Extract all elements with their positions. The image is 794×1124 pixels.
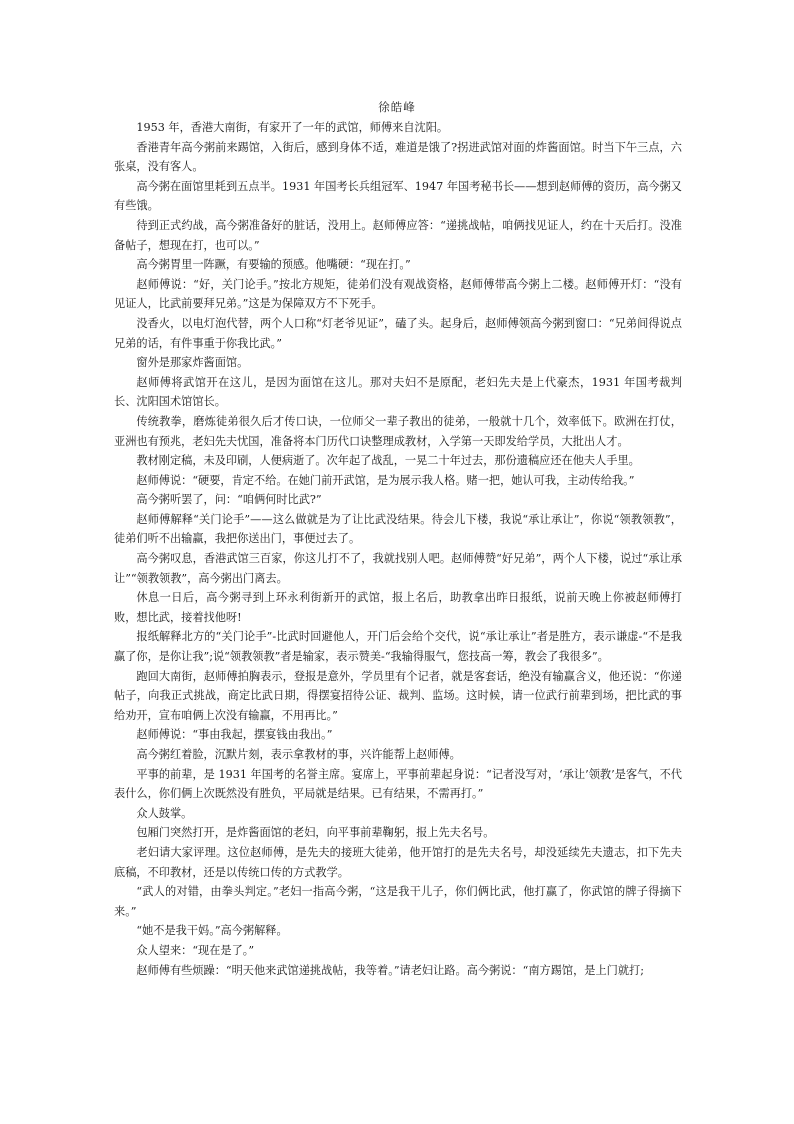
paragraph: 待到正式约战，高今粥准备好的脏话，没用上。赵师傅应答：“递挑战帖，咱俩找见证人，约在十天后打。没准备帖子，想现在打，也可以。”	[114, 218, 682, 252]
paragraph: 众人望来：“现在是了。”	[136, 943, 255, 957]
paragraph: 赵师傅有些烦躁：“明天他来武馆递挑战帖，我等着。”请老妇让路。高今粥说：“南方踢馆，是上门就打;	[136, 963, 644, 977]
paragraph: 赵师傅说：“好，关门论手。”按北方规矩，徒弟们没有观战资格，赵师傅带高今粥上二楼。赵师傅开灯：“没有见证人，比武前要拜兄弟。”这是为保障双方不下死手。	[114, 277, 682, 311]
paragraph: 赵师傅说：“硬要，肯定不给。在她门前开武馆，是为展示我人格。赌一把，她认可我，主动传给我。”	[136, 473, 635, 487]
paragraph: 赵师傅解释“关门论手”——这么做就是为了让比武没结果。待会儿下楼，我说“承让承让”，你说“领教领教”，徒弟们听不出输赢，我把你送出门，事便过去了。	[114, 512, 682, 546]
paragraph: 高今粥听罢了，问：“咱俩何时比武?”	[136, 493, 322, 507]
paragraph: 跑回大南街，赵师傅拍胸表示，登报是意外，学员里有个记者，就是客套话，绝没有输赢含义，他还说：“你递帖子，向我正式挑战，商定比武日期，得摆宴招待公证、裁判、监场。这时候，请一位武行前辈到场，把比武的事给劝开，宣布咱俩上次没有输赢，不用再比。”	[114, 669, 682, 722]
paragraph: 没香火，以电灯泡代替，两个人口称“灯老爷见证”，磕了头。起身后，赵师傅领高今粥到窗口：“兄弟间得说点兄弟的话，有件事重于你我比武。”	[114, 316, 682, 350]
paragraph: 赵师傅说：“事由我起，摆宴钱由我出。”	[136, 728, 333, 742]
paragraph: 香港青年高今粥前来踢馆，入街后，感到身体不适，难道是饿了?拐进武馆对面的炸酱面馆。时当下午三点，六张桌，没有客人。	[114, 140, 682, 174]
paragraph: 高今粥在面馆里耗到五点半。1931 年国考长兵组冠军、1947 年国考秘书长——想到赵师傅的资历，高今粥又有些饿。	[114, 179, 682, 213]
paragraph: 众人鼓掌。	[136, 806, 193, 820]
paragraph: “她不是我干妈。”高今粥解释。	[136, 924, 288, 938]
paragraph: 老妇请大家评理。这位赵师傅，是先夫的接班大徒弟，他开馆打的是先夫名号，却没延续先夫遗志，扣下先夫底稿，不印教材，还是以传统口传的方式教学。	[114, 845, 682, 879]
paragraph: 平事的前辈，是 1931 年国考的名誉主席。宴席上，平事前辈起身说：“记者没写对，‘承让’领教’是客气，不代表什么，你们俩上次既然没有胜负，平局就是结果。已有结果，不需再打。”	[114, 767, 682, 801]
author-title: 徐皓峰	[378, 100, 416, 114]
paragraph: 报纸解释北方的“关门论手”-比武时回避他人，开门后会给个交代，说“承让承让”者是胜方，表示谦虚-“不是我赢了你，是你让我”;说“领教领教”者是输家，表示赞美-“我输得服气，您技高一筹，教会了我很多”。	[114, 630, 682, 664]
paragraph: 高今粥胃里一阵蹶，有要输的预感。他嘴硬：“现在打。”	[136, 258, 411, 272]
paragraph: 教材刚定稿，未及印刷，人便病逝了。次年起了战乱，一晃二十年过去，那份遗稿应还在他夫人手里。	[136, 454, 640, 468]
paragraph: 窗外是那家炸酱面馆。	[136, 356, 249, 370]
paragraph: 高今粥红着脸，沉默片刻，表示拿教材的事，兴许能帮上赵师傅。	[136, 748, 461, 761]
paragraph: 包厢门突然打开，是炸酱面馆的老妇，向平事前辈鞠躬，报上先夫名号。	[136, 826, 495, 840]
paragraph: 高今粥叹息，香港武馆三百家，你这儿打不了，我就找别人吧。赵师傅赞“好兄弟”，两个人下楼，说过“承让承让”“领教领教”，高今粥出门离去。	[114, 552, 682, 585]
paragraph: 传统教拳，磨炼徒弟很久后才传口诀，一位师父一辈子教出的徒弟，一般就十几个，效率低下。欧洲在打仗，亚洲也有预兆，老妇先夫忧国，准备将本门历代口诀整理成教材，入学第一天即发给学员，大批出人才。	[114, 414, 682, 448]
story-body	[114, 118, 682, 980]
paragraph: 1953 年，香港大南街，有家开了一年的武馆，师傅来自沈阳。	[136, 121, 449, 134]
paragraph: “武人的对错，由拳头判定。”老妇一指高今粥，“这是我干儿子，你们俩比武，他打赢了，你武馆的牌子得摘下来。”	[114, 885, 682, 918]
paragraph: 赵师傅将武馆开在这儿，是因为面馆在这儿。那对夫妇不是原配，老妇先夫是上代豪杰，1931 年国考裁判长、沈阳国术馆馆长。	[114, 375, 682, 409]
paragraph: 休息一日后，高今粥寻到上环永利街新开的武馆，报上名后，助教拿出昨日报纸，说前天晚上你被赵师傅打败，想比武，接着找他呀!	[114, 591, 682, 624]
